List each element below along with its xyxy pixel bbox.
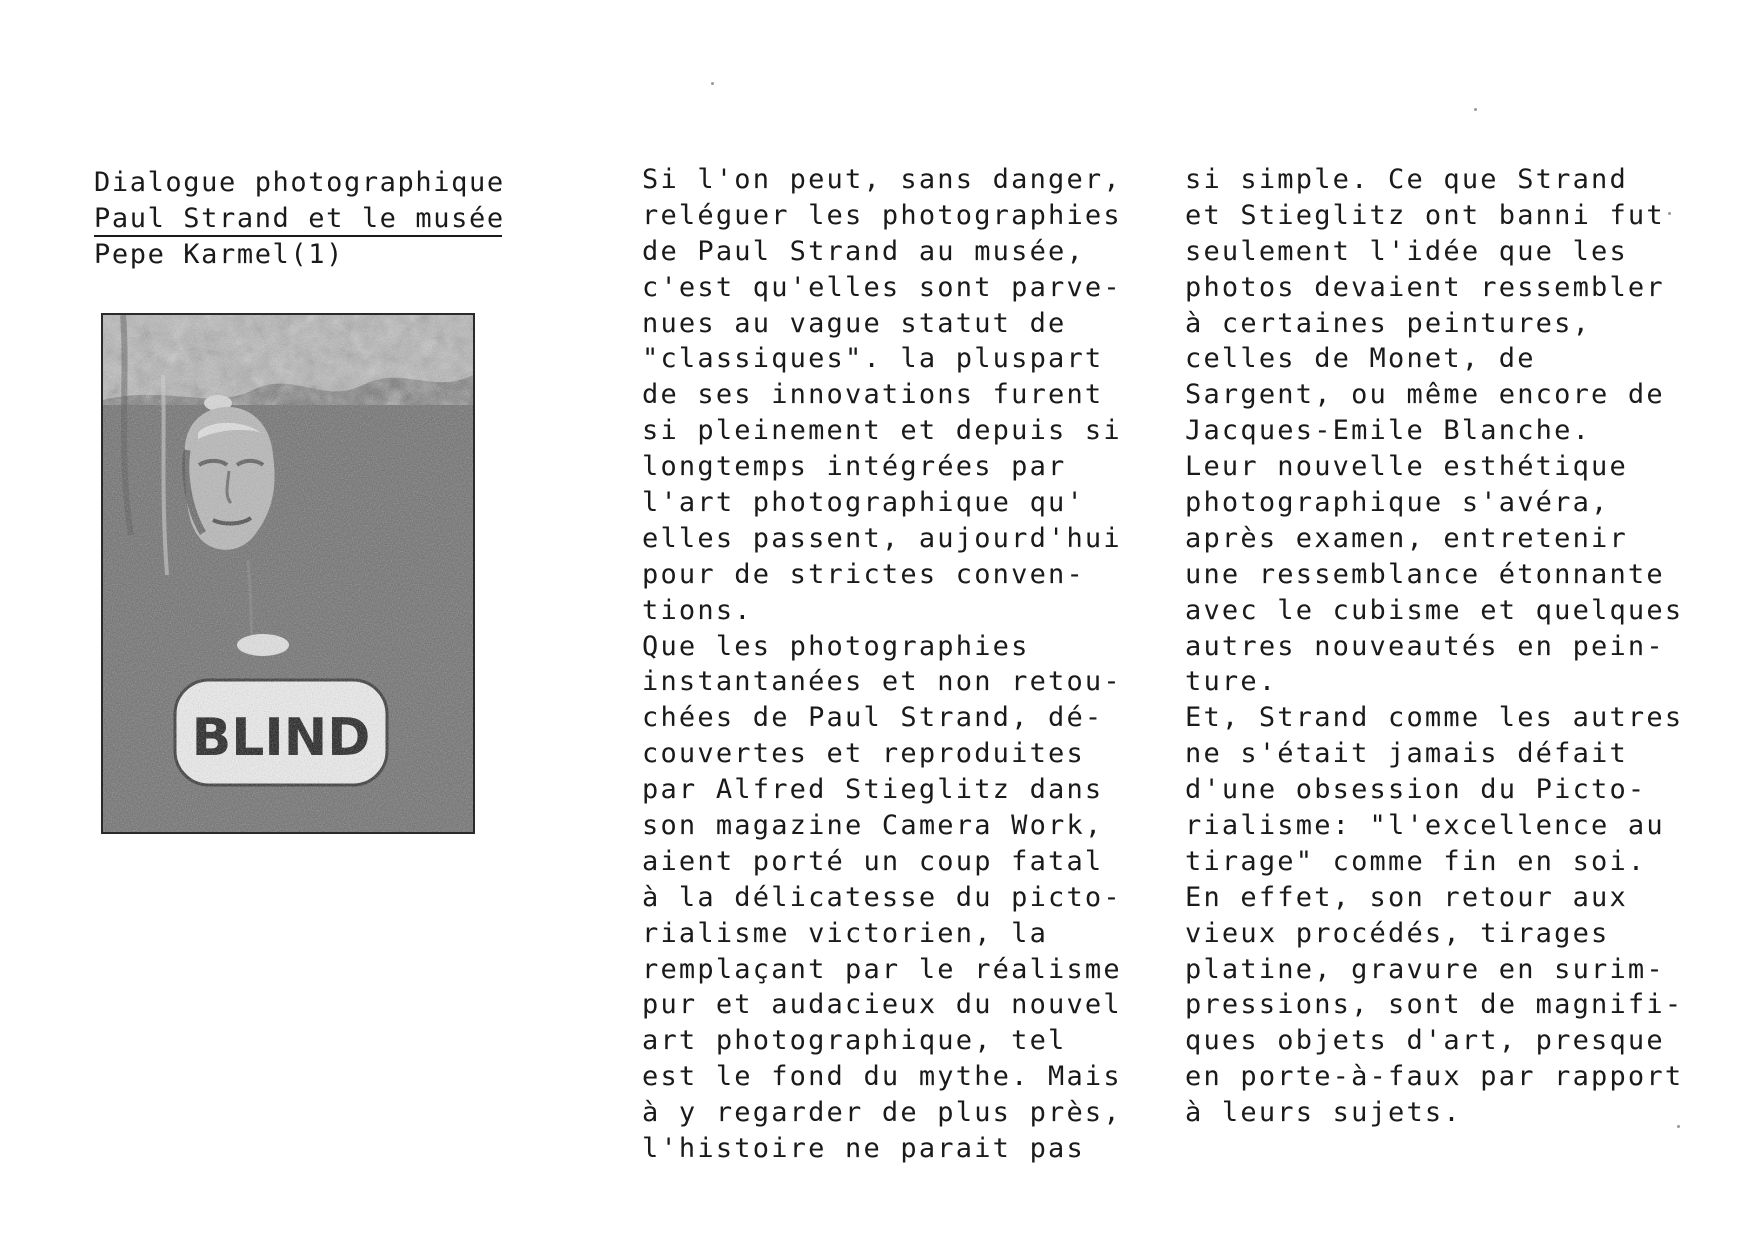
text-line: avec le cubisme et quelques	[1185, 594, 1684, 626]
paper-speck	[711, 82, 714, 85]
text-line: d'une obsession du Picto-	[1185, 774, 1647, 806]
text-line: pour de strictes conven-	[642, 558, 1085, 590]
text-line: en porte-à-faux par rapport	[1185, 1061, 1684, 1093]
text-line: aient porté un coup fatal	[642, 845, 1104, 877]
text-line: de ses innovations furent	[642, 379, 1104, 411]
text-line: nues au vague statut de	[642, 307, 1067, 339]
text-line: Que les photographies	[642, 630, 1030, 662]
text-line: instantanées et non retou-	[642, 666, 1122, 698]
paper-speck	[1677, 1125, 1680, 1128]
text-line: Si l'on peut, sans danger,	[642, 164, 1122, 195]
text-line: Et, Strand comme les autres	[1185, 702, 1684, 734]
paper-speck	[1474, 108, 1477, 111]
text-line: photographique s'avéra,	[1185, 487, 1610, 519]
paper-speck	[1668, 212, 1671, 215]
text-line: ne s'était jamais défait	[1185, 738, 1628, 770]
article-title-line-1: Dialogue photographique	[94, 167, 505, 198]
text-line: chées de Paul Strand, dé-	[642, 702, 1104, 734]
text-line: à certaines peintures,	[1185, 307, 1592, 339]
text-line: platine, gravure en surim-	[1185, 953, 1665, 985]
text-line: vieux procédés, tirages	[1185, 917, 1610, 949]
text-line: remplaçant par le réalisme	[642, 953, 1122, 985]
text-line: une ressemblance étonnante	[1185, 558, 1665, 590]
text-line: ture.	[1185, 666, 1278, 698]
text-line: si simple. Ce que Strand	[1185, 164, 1628, 195]
article-author: Pepe Karmel(1)	[94, 239, 344, 270]
text-line: autres nouveautés en pein-	[1185, 630, 1665, 662]
text-line: l'art photographique qu'	[642, 487, 1085, 519]
text-line: art photographique, tel	[642, 1025, 1067, 1057]
text-line: seulement l'idée que les	[1185, 235, 1628, 267]
text-line: son magazine Camera Work,	[642, 810, 1104, 842]
text-column-right	[1185, 162, 1684, 1131]
text-line: Sargent, ou même encore de	[1185, 379, 1665, 411]
text-line: "classiques". la pluspart	[642, 343, 1104, 375]
text-line: l'histoire ne parait pas	[642, 1133, 1085, 1165]
text-line: à la délicatesse du picto-	[642, 881, 1122, 913]
text-line: ques objets d'art, presque	[1185, 1025, 1665, 1057]
text-line: reléguer les photographies	[642, 199, 1122, 231]
text-line: c'est qu'elles sont parve-	[642, 271, 1122, 303]
text-line: Jacques-Emile Blanche.	[1185, 415, 1592, 447]
text-line: longtemps intégrées par	[642, 451, 1067, 483]
text-line: En effet, son retour aux	[1185, 881, 1628, 913]
text-line: est le fond du mythe. Mais	[642, 1061, 1122, 1093]
text-line: tions.	[642, 594, 753, 626]
text-line: celles de Monet, de	[1185, 343, 1536, 375]
text-line: couvertes et reproduites	[642, 738, 1085, 770]
text-line: pur et audacieux du nouvel	[642, 989, 1122, 1021]
text-line: tirage" comme fin en soi.	[1185, 845, 1647, 877]
text-line: par Alfred Stieglitz dans	[642, 774, 1104, 806]
text-line: à y regarder de plus près,	[642, 1097, 1122, 1129]
text-line: à leurs sujets.	[1185, 1097, 1462, 1129]
text-line: si pleinement et depuis si	[642, 415, 1122, 447]
text-line: photos devaient ressembler	[1185, 271, 1665, 303]
text-line: Leur nouvelle esthétique	[1185, 451, 1628, 483]
text-line: rialisme: "l'excellence au	[1185, 810, 1665, 842]
text-column-middle	[642, 162, 1122, 1167]
text-line: pressions, sont de magnifi-	[1185, 989, 1684, 1021]
article-title-line-2: Paul Strand et le musée	[94, 203, 505, 234]
text-line: elles passent, aujourd'hui	[642, 522, 1122, 554]
article-header	[94, 165, 514, 273]
text-line: après examen, entretenir	[1185, 522, 1628, 554]
text-line: de Paul Strand au musée,	[642, 235, 1085, 267]
blind-woman-photograph	[101, 313, 475, 834]
text-line: et Stieglitz ont banni fut	[1185, 199, 1665, 231]
text-line: rialisme victorien, la	[642, 917, 1049, 949]
